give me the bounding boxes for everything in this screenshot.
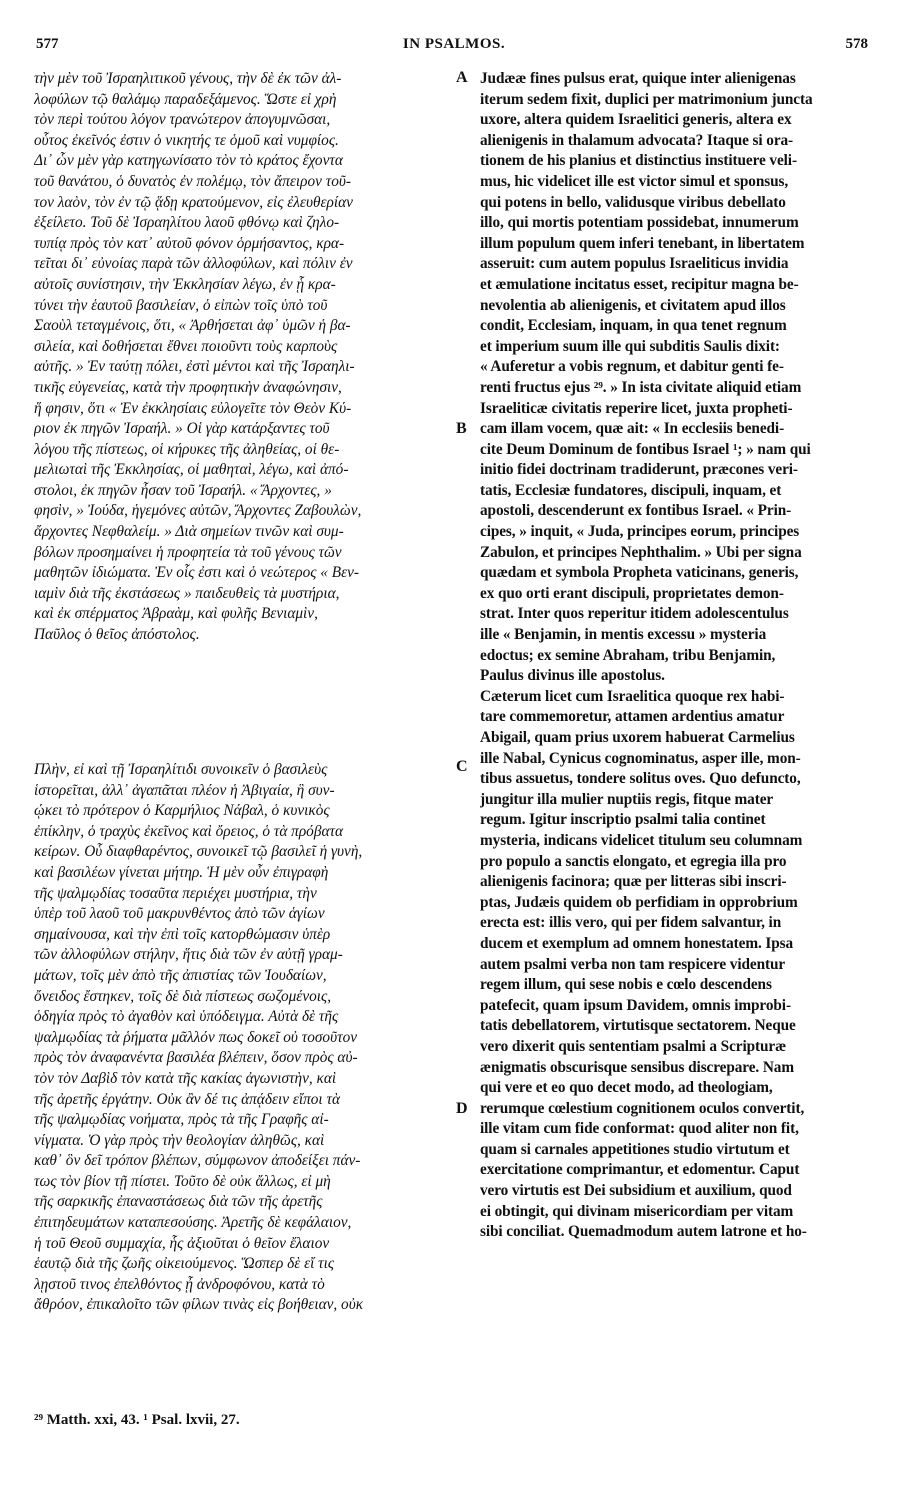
text-line: μάτων, τοῖς μὲν ἀπὸ τῆς ἀπιστίας τῶν Ἰουδαίων, <box>34 966 327 984</box>
text-line: Πλὴν, εἰ καὶ τῇ Ἰσραηλίτιδι συνοικεῖν ὁ βασιλεὺς <box>34 761 328 778</box>
margin-marker-c: C <box>456 758 468 775</box>
text-line: ἄθρόον, ἐπικαλοῖτο τῶν φίλων τινὰς εἰς βοήθειαν, οὐκ <box>34 1296 364 1314</box>
text-line: τως τὸν βίον τῇ πίστει. Τοῦτο δὲ οὐκ ἄλλως, εἰ μὴ <box>34 1172 331 1190</box>
text-line: σιλεία, καὶ δοθήσεται ἔθνει ποιοῦντι τοὺς καρποὺς <box>34 337 338 355</box>
text-line: ἥ φησιν, ὅτι « Ἐν ἐκκλησίαις εὐλογεῖτε τὸν Θεὸν Κύ- <box>34 399 352 417</box>
text-line: uxore, altera quidem Israelitici generis, altera ex <box>480 111 792 129</box>
text-line: sibi conciliat. Quemadmodum autem latrone et ho- <box>480 1223 807 1241</box>
text-line: τον λαὸν, τὸν ἐν τῷ ᾅδῃ κρατούμενον, εἰς ἐλευθερίαν <box>34 193 353 211</box>
text-line: patefecit, quam ipsum Davidem, omnis improbi- <box>480 996 791 1014</box>
text-line: κείρων. Οὗ διαφθαρέντος, συνοικεῖ τῷ βασιλεῖ ἡ γυνὴ, <box>34 843 363 861</box>
text-line: ille vitam cum fide conformat: quod aliter non fit, <box>480 1120 799 1138</box>
text-line: quædam et symbola Propheta vaticinans, generis, <box>480 564 799 582</box>
text-line: iterum sedem fixit, duplici per matrimonium juncta <box>480 90 813 108</box>
text-line: Παῦλος ὁ θεῖος ἀπόστολος. <box>34 626 200 644</box>
text-line: μαθητῶν ἰδιώματα. Ἐν οἷς ἐστι καὶ ὁ νεώτερος « Βεν- <box>34 564 360 582</box>
text-line: Israeliticæ civitatis reperire licet, juxta propheti- <box>480 399 793 417</box>
latin-column <box>480 69 870 1243</box>
text-line: φησὶν, » Ἰούδα, ἡγεμόνες αὐτῶν, Ἄρχοντες Ζαβουλὼν, <box>34 502 362 520</box>
text-line: tibus assuetus, tondere solitus oves. Quo defuncto, <box>480 770 801 788</box>
right-page-number: 578 <box>845 36 868 52</box>
text-line: αὐτῆς. » Ἐν ταύτῃ πόλει, ἐστὶ μέντοι καὶ τῆς Ἰσραηλι- <box>34 358 355 376</box>
text-line: illo, qui mortis potentiam possidebat, innumerum <box>480 214 799 232</box>
text-line: Σαοὺλ τεταγμένοις, ὅτι, « Ἀρθήσεται ἀφ᾿ ὑμῶν ἡ βα- <box>34 317 351 335</box>
text-line: pro populo a sanctis elongato, et egregia illa pro <box>480 852 787 870</box>
text-line: ἱστορεῖται, ἀλλ᾿ ἀγαπᾶται πλέον ἡ Ἀβιγαία, ἣ συν- <box>34 781 335 799</box>
margin-marker-a: A <box>456 69 468 86</box>
text-line: asseruit: cum autem populus Israeliticus invidia <box>480 255 789 273</box>
text-line: αὐτοῖς συνίστησιν, τὴν Ἐκκλησίαν λέγω, ἐν ᾗ κρα- <box>34 275 336 293</box>
text-line: τῆς ψαλμῳδίας τοσαῦτα περιέχει μυστήρια, τὴν <box>34 884 317 902</box>
text-line: strat. Inter quos reperitur itidem adolescentulus <box>480 605 789 623</box>
text-line: tionem de his planius et distinctius instituere veli- <box>480 152 797 170</box>
text-line: τὴν μὲν τοῦ Ἰσραηλιτικοῦ γένους, τὴν δὲ ἐκ τῶν ἀλ- <box>34 70 342 87</box>
text-line: βόλων προσημαίνει ἡ προφητεία τὰ τοῦ γένους τῶν <box>34 543 342 561</box>
text-line: alienigenis in thalamum advocata? Itaque si ora- <box>480 131 794 149</box>
text-line: ptas, Judæis quidem ob perfidiam in opprobrium <box>480 893 798 911</box>
text-line: condit, Ecclesiam, inquam, in qua tenet regnum <box>480 317 787 335</box>
text-line: τῆς ἀρετῆς ἐργάτην. Οὐκ ἂν δέ τις ἀπᾴδειν εἴποι τὰ <box>34 1090 341 1108</box>
text-line: Zabulon, et principes Nephthalim. » Ubi per signa <box>480 543 802 561</box>
text-line: et æmulatione incitatus esset, recipitur magna be- <box>480 275 799 293</box>
text-line: λόγου τῆς πίστεως, οἱ κήρυκες τῆς ἀληθείας, οἱ θε- <box>34 440 340 458</box>
text-line: nevolentia ab alienigenis, et civitatem apud illos <box>480 296 786 314</box>
text-line: τοῦ θανάτου, ὁ δυνατὸς ἐν πολέμῳ, τὸν ἄπειρον τοῦ- <box>34 172 351 190</box>
text-line: νίγματα. Ὁ γὰρ πρὸς τὴν θεολογίαν ἀληθῶς, καὶ <box>34 1131 325 1149</box>
text-line: καὶ ἐκ σπέρματος Ἀβραὰμ, καὶ φυλῆς Βενιαμὶν, <box>34 605 318 623</box>
text-line: τυπίᾳ πρὸς τὸν κατ᾿ αὐτοῦ φόνον ὁρμήσαντος, κρα- <box>34 234 345 252</box>
text-line: exercitatione comprimantur, et edomentur. Caput <box>480 1161 800 1179</box>
text-line: ριον ἐκ πηγῶν Ἰσραήλ. » Οἱ γὰρ κατάρξαντες τοῦ <box>34 420 330 438</box>
text-line: quam si carnales appetitiones studio virtutum et <box>480 1140 790 1158</box>
greek-column-block-2 <box>34 760 454 1316</box>
text-line: et imperium suum ille qui subditis Saulis dixit: <box>480 337 780 355</box>
footnotes: ²⁹ Matth. xxi, 43. ¹ Psal. lxvii, 27. <box>34 1412 240 1428</box>
text-line: ἡ τοῦ Θεοῦ συμμαχία, ἧς ἀξιοῦται ὁ θεῖον ἔλαιον <box>34 1234 330 1252</box>
text-line: renti fructus ejus ²⁹. » In ista civitate aliquid etiam <box>480 378 802 396</box>
text-line: ἑαυτῷ διὰ τῆς ζωῆς οἰκειούμενος. Ὥσπερ δὲ εἴ τις <box>34 1255 335 1273</box>
text-line: Δι᾿ ὧν μὲν γὰρ κατηγωνίσατο τὸν τὸ κράτος ἔχοντα <box>34 152 343 170</box>
text-line: τεῖται δι᾿ εὐνοίας παρὰ τῶν ἀλλοφύλων, καὶ πόλιν ἐν <box>34 255 353 273</box>
text-line: mus, hic videlicet ille est victor simul et sponsus, <box>480 172 789 190</box>
text-line: Paulus divinus ille apostolus. <box>480 667 665 685</box>
text-line: cam illam vocem, quæ ait: « In ecclesiis benedi- <box>480 420 785 438</box>
text-line: erecta est: illis vero, qui per fidem salvantur, in <box>480 914 782 932</box>
text-line: τὸν περὶ τούτου λόγον τρανώτερον ἀπογυμνῶσαι, <box>34 111 331 129</box>
text-line: apostoli, descenderunt ex fontibus Israel. « Prin- <box>480 502 792 520</box>
text-line: Cæterum licet cum Israelitica quoque rex habi- <box>480 687 785 705</box>
text-line: ducem et exemplum ad omnem honestatem. Ipsa <box>480 934 794 952</box>
text-line: tatis debellatorem, virtutisque sectatorem. Neque <box>480 1017 796 1035</box>
text-line: Judææ fines pulsus erat, quique inter alienigenas <box>480 70 796 87</box>
margin-marker-d: D <box>456 1100 468 1117</box>
text-line: ille « Benjamin, in mentis excessu » mysteria <box>480 626 767 644</box>
text-line: alienigenis facinora; quæ per litteras sibi inscri- <box>480 873 787 891</box>
text-line: τὸν τὸν Δαβὶδ τὸν κατὰ τῆς κακίας ἀγωνιστὴν, καὶ <box>34 1069 337 1087</box>
text-line: jungitur illa mulier nuptiis regis, fitque mater <box>480 790 774 808</box>
text-line: cipes, » inquit, « Juda, principes eorum, principes <box>480 523 800 541</box>
text-line: τύνει τὴν ἑαυτοῦ βασιλείαν, ὁ εἰπὼν τοῖς ὑπὸ τοῦ <box>34 296 328 314</box>
text-line: ὑπὲρ τοῦ λαοῦ τοῦ μακρυνθέντος ἀπὸ τῶν ἁγίων <box>34 905 325 923</box>
text-line: τικῆς εὐγενείας, κατὰ τὴν προφητικὴν ἀναφώνησιν, <box>34 378 342 396</box>
text-line: ὄνειδος ἔστηκεν, τοῖς δὲ διὰ πίστεως σωζομένοις, <box>34 987 332 1005</box>
text-line: qui vere et eo quo decet modo, ad theologiam, <box>480 1079 773 1097</box>
text-line: ex quo orti erant discipuli, proprietates demon- <box>480 584 784 602</box>
text-line: edoctus; ex semine Abraham, tribu Benjamin, <box>480 646 776 664</box>
text-line: Abigail, quam prius uxorem habuerat Carmelius <box>480 729 795 746</box>
text-line: τῆς σαρκικῆς ἐπαναστάσεως διὰ τῶν τῆς ἀρετῆς <box>34 1193 323 1211</box>
text-line: ὁδηγία πρὸς τὸ ἀγαθὸν καὶ ὑπόδειγμα. Αὐτὰ δὲ τῆς <box>34 1008 339 1026</box>
text-line: illum populum quem inferi tenebant, in libertatem <box>480 234 805 252</box>
text-line: ιαμὶν διὰ τῆς ἐκστάσεως » παιδευθεὶς τὰ μυστήρια, <box>34 584 340 602</box>
margin-marker-b: B <box>456 420 467 437</box>
text-line: regum. Igitur inscriptio psalmi talia continet <box>480 811 766 829</box>
running-header <box>0 36 908 56</box>
text-line: vero virtutis est Dei subsidium et auxilium, quod <box>480 1182 792 1200</box>
text-line: μελιωταὶ τῆς Ἐκκλησίας, οἱ μαθηταὶ, λέγω, καὶ ἀπό- <box>34 461 349 479</box>
left-page-number: 577 <box>36 36 59 52</box>
text-line: ἄρχοντες Νεφθαλείμ. » Διὰ σημείων τινῶν καὶ συμ- <box>34 523 344 541</box>
text-line: τῶν ἀλλοφύλων στήλην, ἥτις διὰ τῶν ἐν αὐτῇ γραμ- <box>34 946 343 964</box>
text-line: ἐξείλετο. Τοῦ δὲ Ἰσραηλίτου λαοῦ φθόνῳ καὶ ζηλο- <box>34 214 340 232</box>
text-line: qui potens in bello, validusque viribus debellato <box>480 193 786 211</box>
text-line: ἐπίκλην, ὁ τραχὺς ἐκεῖνος καὶ ὄρειος, ὁ τὰ πρόβατα <box>34 822 343 840</box>
text-line: initio fidei doctrinam tradiderunt, præcones veri- <box>480 461 798 479</box>
greek-column-block-1 <box>34 69 454 646</box>
text-line: ψαλμῳδίας τὰ ῥήματα μᾶλλόν πως δοκεῖ οὐ τοσοῦτον <box>34 1028 358 1046</box>
text-line: « Auferetur a vobis regnum, et dabitur genti fe- <box>480 358 784 376</box>
text-line: ῴκει τὸ πρότερον ὁ Καρμήλιος Νάβαλ, ὁ κυνικὸς <box>34 802 330 820</box>
text-line: πρὸς τὸν ἀναφανέντα βασιλέα βλέπειν, ὅσον πρὸς αὐ- <box>34 1049 358 1067</box>
text-line: οὗτος ἐκεῖνός ἐστιν ὁ νικητής τε ὁμοῦ καὶ νυμφίος. <box>34 131 339 149</box>
text-line: καθ᾿ ὃν δεῖ τρόπον βλέπων, σύμφωνον ἀποδείξει πάν- <box>34 1152 361 1170</box>
text-line: vero dixerit quis sententiam psalmi a Scripturæ <box>480 1037 787 1055</box>
text-line: autem psalmi verba non tam respicere videntur <box>480 955 786 973</box>
text-line: regem illum, qui sese nobis e cœlo descendens <box>480 976 772 994</box>
text-line: τῆς ψαλμῳδίας νοήματα, πρὸς τὰ τῆς Γραφῆς αἰ- <box>34 1111 329 1129</box>
text-line: cite Deum Dominum de fontibus Israel ¹; » nam qui <box>480 440 811 458</box>
text-line: ille Nabal, Cynicus cognominatus, asper ille, mon- <box>480 749 801 767</box>
text-line: mysteria, indicans videlicet titulum seu columnam <box>480 831 803 849</box>
text-line: ænigmatis obscurisque sensibus discrepare. Nam <box>480 1058 794 1076</box>
text-line: tare commemoretur, attamen ardentius amatur <box>480 708 785 726</box>
text-line: ei obtingit, qui divinam misericordiam per vitam <box>480 1202 794 1220</box>
text-line: ἐπιτηδευμάτων καταπεσούσης. Ἀρετῆς δὲ κεφάλαιον, <box>34 1214 352 1232</box>
text-line: tatis, Ecclesiæ fundatores, discipuli, inquam, et <box>480 481 782 499</box>
text-line: λῃστοῦ τινος ἐπελθόντος ᾖ ἀνδροφόνου, κατὰ τὸ <box>34 1275 325 1293</box>
text-line: καὶ βασιλέων γίνεται μήτηρ. Ἡ μὲν οὖν ἐπιγραφὴ <box>34 863 329 881</box>
text-line: λοφύλων τῷ θαλάμῳ παραδεξάμενος. Ὥστε εἰ χρὴ <box>34 90 337 108</box>
text-line: rerumque cœlestium cognitionem oculos convertit, <box>480 1099 805 1117</box>
text-line: σημαίνουσα, καὶ τὴν ἐπὶ τοῖς κατορθώμασιν ὑπὲρ <box>34 925 331 943</box>
text-line: στολοι, ἐκ πηγῶν ἦσαν τοῦ Ἰσραήλ. « Ἄρχοντες, » <box>34 481 332 499</box>
running-title: IN PSALMOS. <box>402 36 506 52</box>
